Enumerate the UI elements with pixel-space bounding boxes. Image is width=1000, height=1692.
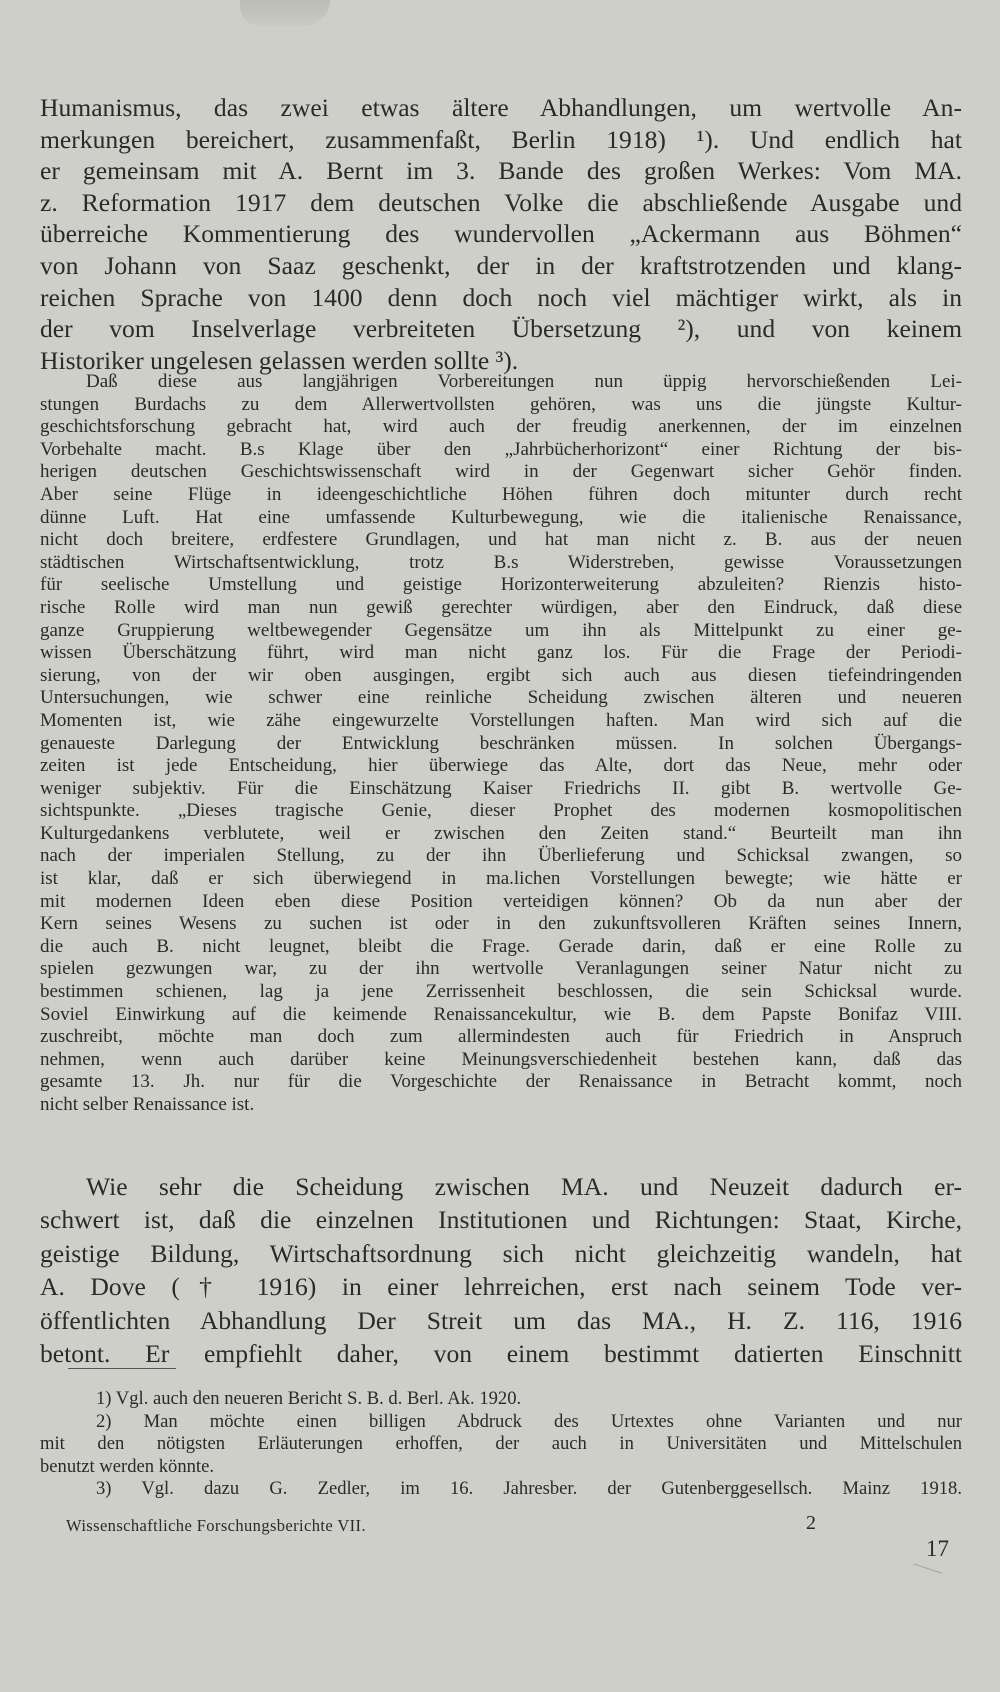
text-line: für seelische Umstellung und geistige Horizonterweiterung abzuleiten? Rienzis histo- [40, 574, 962, 596]
text-line: spielen gezwungen war, zu der ihn wertvolle Veranlagungen seiner Natur nicht zu [40, 958, 962, 980]
text-line: weniger subjektiv. Für die Einschätzung Kaiser Friedrichs II. gibt B. wertvolle Ge- [40, 777, 962, 799]
text-line: ist klar, daß er sich überwiegend in ma.lichen Vorstellungen bewegte; wie hätte er [40, 868, 962, 890]
text-line: genaueste Darlegung der Entwicklung beschränken müssen. In solchen Übergangs- [40, 732, 962, 754]
text-line: von Johann von Saaz geschenkt, der in der kraftstrotzenden und klang- [40, 250, 962, 280]
printer-signature-line: Wissenschaftliche Forschungsberichte VII. [66, 1516, 366, 1535]
text-line: Soviel Einwirkung auf die keimende Renaissancekultur, wie B. dem Papste Bonifaz VIII. [40, 1003, 962, 1025]
text-line: Historiker ungelesen gelassen werden sollte ³). [40, 345, 519, 375]
text-line: mit modernen Ideen eben diese Position verteidigen können? Ob da nun aber der [40, 890, 962, 912]
text-line: Kulturgedankens verblutete, weil er zwischen den Zeiten stand.“ Beurteilt man ihn [40, 822, 962, 844]
paper-speck [912, 1564, 943, 1580]
text-line: der vom Inselverlage verbreiteten Übersetzung ²), und von keinem [40, 314, 962, 344]
text-line: nicht doch breitere, erdfestere Grundlagen, und hat man nicht z. B. aus der neuen [40, 529, 962, 551]
text-line: er gemeinsam mit A. Bernt im 3. Bande des großen Werkes: Vom MA. [40, 156, 962, 186]
text-line: dünne Luft. Hat eine umfassende Kulturbewegung, wie die italienische Renaissance, [40, 506, 962, 528]
text-line: gesamte 13. Jh. nur für die Vorgeschichte der Renaissance in Betracht kommt, noch [40, 1071, 962, 1093]
text-line: geschichtsforschung gebracht hat, wird auch der freudig anerkennen, der im einzelnen [40, 416, 962, 438]
lead-paragraph [40, 92, 962, 376]
text-line: A. Dove († 1916) in einer lehrreichen, erst nach seinem Tode ver- [40, 1272, 962, 1302]
text-line: zuschreibt, möchte man doch zum allermindesten auch für Friedrich in Anspruch [40, 1026, 962, 1048]
text-line: städtischen Wirtschaftsentwicklung, trotz B.s Widerstreben, gewisse Voraussetzungen [40, 551, 962, 573]
second-lead-paragraph [40, 1170, 962, 1370]
footnote-divider [68, 1368, 176, 1369]
text-line: merkungen bereichert, zusammenfaßt, Berlin 1918) ¹). Und endlich hat [40, 124, 962, 154]
paper-smudge [240, 0, 330, 26]
text-line: Kern seines Wesens zu suchen ist oder in den zukunftsvolleren Kräften seines Innern, [40, 913, 962, 935]
text-line: nach der imperialen Stellung, zu der ihn Überlieferung und Schicksal zwangen, so [40, 845, 962, 867]
page-number: 17 [926, 1536, 949, 1561]
footnote-2: 2) Man möchte einen billigen Abdruck des Urtextes ohne Varianten und nur [96, 1410, 962, 1432]
text-line: betont. Er empfiehlt daher, von einem bestimmt datierten Einschnitt [40, 1339, 962, 1369]
text-line: sichtspunkte. „Dieses tragische Genie, dieser Prophet des modernen kosmopolitischen [40, 800, 962, 822]
footnote-2-continued: benutzt werden könnte. [40, 1455, 214, 1477]
text-line: Aber seine Flüge in ideengeschichtliche Höhen führen doch mitunter durch recht [40, 483, 962, 505]
footnotes [40, 1388, 962, 1501]
text-line: schwert ist, daß die einzelnen Institutionen und Richtungen: Staat, Kirche, [40, 1205, 962, 1235]
text-line: die auch B. nicht leugnet, bleibt die Frage. Gerade darin, daß er eine Rolle zu [40, 935, 962, 957]
text-line: sierung, von der wir oben ausgingen, ergibt sich auch aus diesen tiefeindringenden [40, 664, 962, 686]
text-line: geistige Bildung, Wirtschaftsordnung sich nicht gleichzeitig wandeln, hat [40, 1238, 962, 1268]
text-line: reichen Sprache von 1400 denn doch noch viel mächtiger wirkt, als in [40, 282, 962, 312]
text-line: nehmen, wenn auch darüber keine Meinungsverschiedenheit bestehen kann, daß das [40, 1048, 962, 1070]
signature-number: 2 [806, 1512, 816, 1534]
footnote-2-continued: mit den nötigsten Erläuterungen erhoffen, der auch in Universitäten und Mittelschulen [40, 1433, 962, 1454]
text-line: nicht selber Renaissance ist. [40, 1094, 255, 1115]
text-line: bestimmen schienen, lag ja jene Zerrissenheit beschlossen, die sein Schicksal wurde. [40, 981, 962, 1003]
text-line: stungen Burdachs zu dem Allerwertvollsten gehören, was uns die jüngste Kultur- [40, 393, 962, 415]
text-line: Humanismus, das zwei etwas ältere Abhandlungen, um wertvolle An- [40, 93, 962, 122]
text-line: rische Rolle wird man nun gewiß gerechter würdigen, aber den Eindruck, daß diese [40, 596, 962, 618]
text-line: wissen Überschätzung führt, wird man nicht ganz los. Für die Frage der Periodi- [40, 642, 962, 664]
text-line: Untersuchungen, wie schwer eine reinliche Scheidung zwischen älteren und neueren [40, 687, 962, 709]
text-line: überreiche Kommentierung des wundervollen „Ackermann aus Böhmen“ [40, 219, 962, 249]
footnote-3: 3) Vgl. dazu G. Zedler, im 16. Jahresber. der Gutenberggesellsch. Mainz 1918. [96, 1478, 962, 1499]
text-line: Momenten ist, wie zähe eingewurzelte Vorstellungen haften. Man wird sich auf die [40, 709, 962, 731]
text-line: zeiten ist jede Entscheidung, hier überwiege das Alte, dort das Neue, mehr oder [40, 755, 962, 777]
small-print-paragraph [40, 371, 962, 1117]
text-line: ganze Gruppierung weltbewegender Gegensätze um ihn als Mittelpunkt zu einer ge- [40, 619, 962, 641]
text-line: Wie sehr die Scheidung zwischen MA. und Neuzeit dadurch er- [86, 1172, 962, 1201]
text-line: z. Reformation 1917 dem deutschen Volke die abschließende Ausgabe und [40, 187, 962, 217]
text-line: Daß diese aus langjährigen Vorbereitungen nun üppig hervorschießenden Lei- [86, 371, 962, 392]
text-line: Vorbehalte macht. B.s Klage über den „Jahrbücherhorizont“ einer Richtung der bis- [40, 438, 962, 460]
text-line: herigen deutschen Geschichtswissenschaft wird in der Gegenwart sicher Gehör finden. [40, 461, 962, 483]
footnote-1: 1) Vgl. auch den neueren Bericht S. B. d. Berl. Ak. 1920. [96, 1388, 522, 1409]
text-line: öffentlichten Abhandlung Der Streit um das MA., H. Z. 116, 1916 [40, 1305, 962, 1335]
